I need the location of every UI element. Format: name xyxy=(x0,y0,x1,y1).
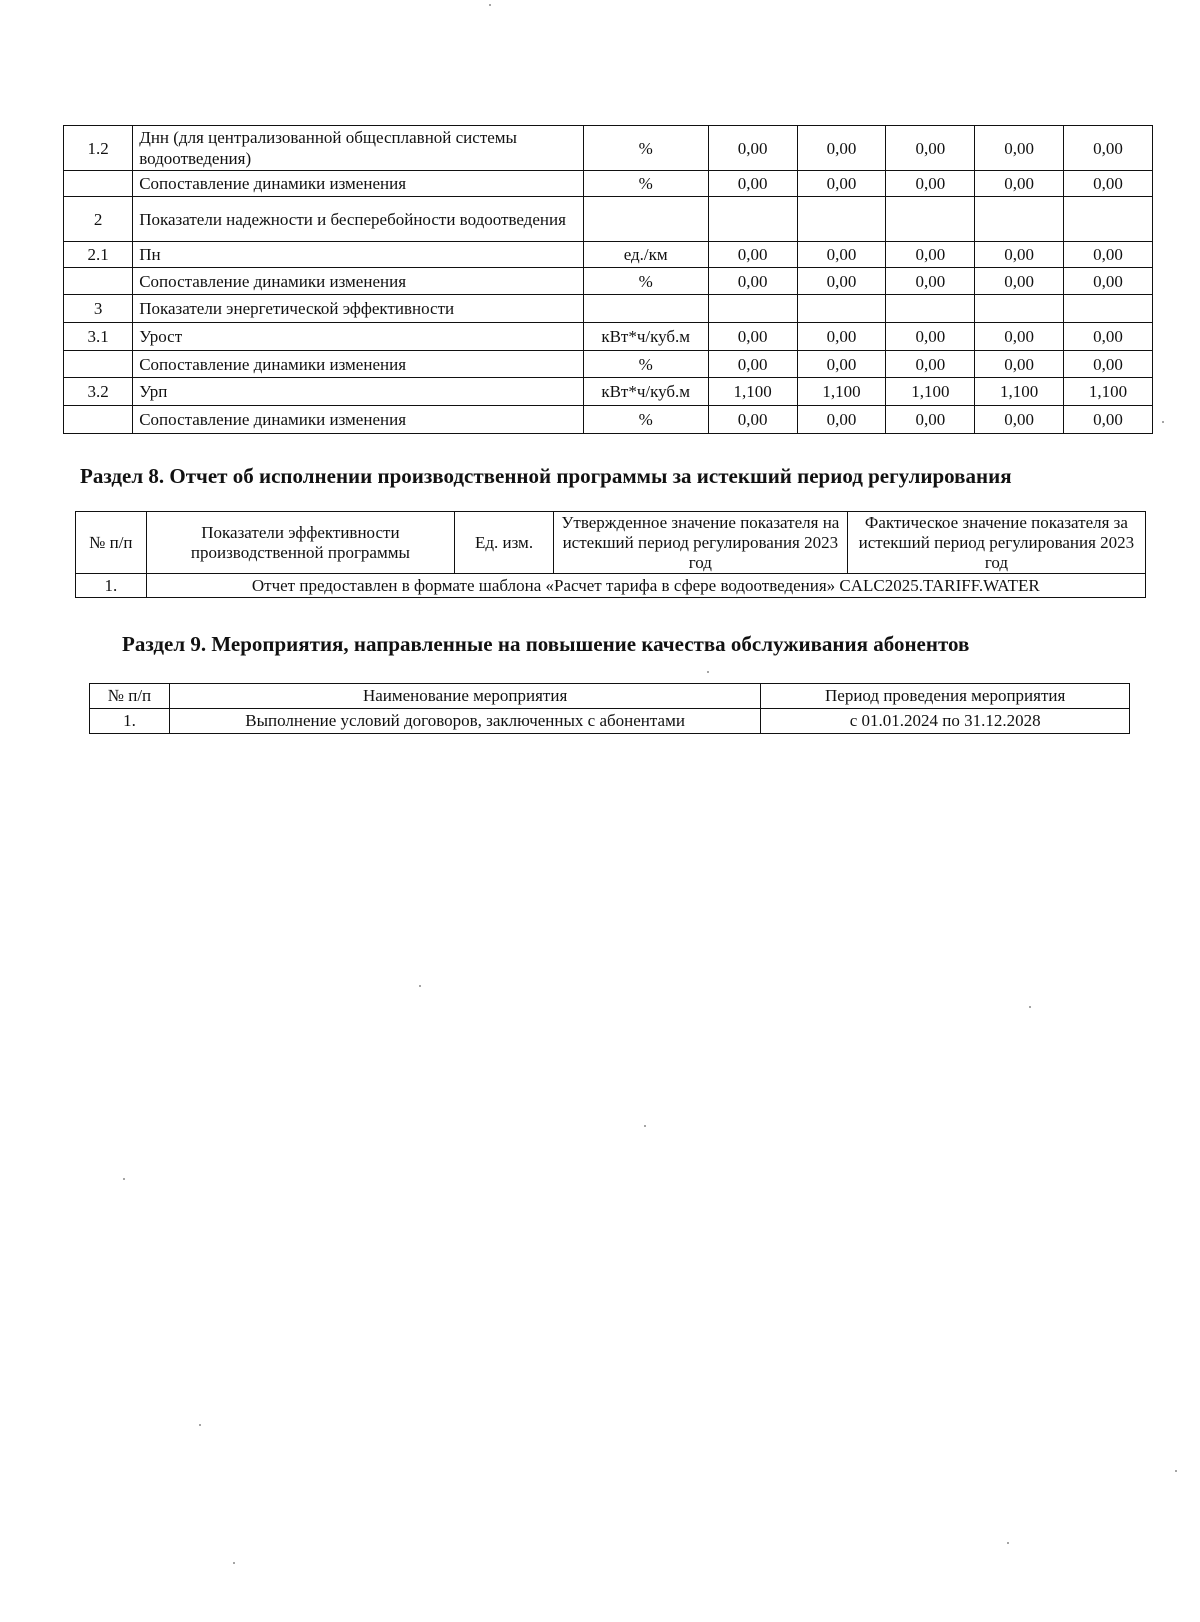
value-cell xyxy=(797,295,886,323)
scan-speck xyxy=(1029,1006,1031,1008)
value-cell: 0,00 xyxy=(886,171,975,197)
indicator-name: Днн (для централизованной общесплавной системы водоотведения) xyxy=(133,126,583,171)
value-cell: 0,00 xyxy=(1064,126,1153,171)
indicator-name: Сопоставление динамики изменения xyxy=(133,268,583,295)
table-row xyxy=(64,378,1153,406)
header-actual-value: Фактическое значение показателя за истекший период регулирования 2023 год xyxy=(847,512,1145,574)
indicator-name: Сопоставление динамики изменения xyxy=(133,171,583,197)
value-cell: 0,00 xyxy=(1064,268,1153,295)
table-row xyxy=(64,406,1153,434)
value-cell xyxy=(1064,295,1153,323)
row-num: 3.2 xyxy=(64,378,133,406)
value-cell xyxy=(886,295,975,323)
value-cell: 0,00 xyxy=(886,242,975,268)
row-num xyxy=(64,171,133,197)
indicators-table-body xyxy=(64,126,1153,434)
table-header-row xyxy=(76,512,1146,574)
section-8-table xyxy=(75,511,1146,598)
value-cell: 0,00 xyxy=(797,268,886,295)
value-cell: 1,100 xyxy=(886,378,975,406)
section-9-table xyxy=(89,683,1130,734)
indicator-name: Показатели надежности и бесперебойности водоотведения xyxy=(133,197,583,242)
header-period: Период проведения мероприятия xyxy=(761,684,1130,709)
scan-speck xyxy=(1162,421,1164,423)
scan-speck xyxy=(489,4,491,6)
value-cell xyxy=(708,197,797,242)
unit-cell: кВт*ч/куб.м xyxy=(583,378,708,406)
value-cell: 0,00 xyxy=(886,268,975,295)
value-cell: 0,00 xyxy=(886,323,975,351)
value-cell: 1,100 xyxy=(1064,378,1153,406)
value-cell xyxy=(797,197,886,242)
value-cell: 0,00 xyxy=(975,268,1064,295)
table-row xyxy=(64,268,1153,295)
value-cell: 0,00 xyxy=(975,351,1064,378)
unit-cell: % xyxy=(583,268,708,295)
value-cell: 0,00 xyxy=(975,242,1064,268)
row-num xyxy=(64,351,133,378)
value-cell: 0,00 xyxy=(975,126,1064,171)
scan-speck xyxy=(1007,1542,1009,1544)
value-cell: 0,00 xyxy=(1064,171,1153,197)
unit-cell xyxy=(583,197,708,242)
scan-speck xyxy=(707,671,709,673)
table-row xyxy=(90,709,1130,734)
table-row xyxy=(64,242,1153,268)
table-row xyxy=(64,197,1153,242)
value-cell: 0,00 xyxy=(797,406,886,434)
scan-speck xyxy=(419,985,421,987)
row-num: 1.2 xyxy=(64,126,133,171)
value-cell: 0,00 xyxy=(708,126,797,171)
value-cell: 0,00 xyxy=(708,323,797,351)
report-note: Отчет предоставлен в формате шаблона «Расчет тарифа в сфере водоотведения» CALC2025.TARIFF.WATER xyxy=(146,574,1145,598)
measure-period: с 01.01.2024 по 31.12.2028 xyxy=(761,709,1130,734)
value-cell: 0,00 xyxy=(1064,406,1153,434)
value-cell xyxy=(708,295,797,323)
section-9-title: Раздел 9. Мероприятия, направленные на повышение качества обслуживания абонентов xyxy=(122,632,970,656)
unit-cell xyxy=(583,295,708,323)
value-cell: 0,00 xyxy=(797,351,886,378)
value-cell: 0,00 xyxy=(975,171,1064,197)
unit-cell: кВт*ч/куб.м xyxy=(583,323,708,351)
value-cell: 0,00 xyxy=(1064,242,1153,268)
table-header-row xyxy=(90,684,1130,709)
value-cell: 1,100 xyxy=(797,378,886,406)
row-num: 1. xyxy=(90,709,170,734)
value-cell: 0,00 xyxy=(708,406,797,434)
value-cell: 0,00 xyxy=(708,268,797,295)
unit-cell: % xyxy=(583,406,708,434)
value-cell: 1,100 xyxy=(975,378,1064,406)
scan-speck xyxy=(233,1562,235,1564)
value-cell: 0,00 xyxy=(886,406,975,434)
measure-name: Выполнение условий договоров, заключенных с абонентами xyxy=(169,709,760,734)
value-cell: 0,00 xyxy=(708,242,797,268)
value-cell: 0,00 xyxy=(797,242,886,268)
unit-cell: % xyxy=(583,171,708,197)
value-cell xyxy=(975,295,1064,323)
header-measure-name: Наименование мероприятия xyxy=(169,684,760,709)
value-cell: 0,00 xyxy=(975,406,1064,434)
indicator-name: Урп xyxy=(133,378,583,406)
unit-cell: % xyxy=(583,351,708,378)
row-num: 3.1 xyxy=(64,323,133,351)
indicator-name: Урост xyxy=(133,323,583,351)
unit-cell: ед./км xyxy=(583,242,708,268)
value-cell: 0,00 xyxy=(797,126,886,171)
row-num: 1. xyxy=(76,574,147,598)
scan-speck xyxy=(123,1178,125,1180)
indicators-table xyxy=(63,125,1153,434)
unit-cell: % xyxy=(583,126,708,171)
table-row xyxy=(64,323,1153,351)
value-cell xyxy=(1064,197,1153,242)
row-num: 3 xyxy=(64,295,133,323)
value-cell: 0,00 xyxy=(975,323,1064,351)
row-num xyxy=(64,406,133,434)
table-row xyxy=(64,295,1153,323)
row-num xyxy=(64,268,133,295)
value-cell: 0,00 xyxy=(797,323,886,351)
scan-speck xyxy=(199,1424,201,1426)
value-cell: 0,00 xyxy=(1064,323,1153,351)
table-row xyxy=(76,574,1146,598)
indicator-name: Показатели энергетической эффективности xyxy=(133,295,583,323)
table-row xyxy=(64,351,1153,378)
section-8-title: Раздел 8. Отчет об исполнении производственной программы за истекший период регулирования xyxy=(80,464,1012,488)
header-indicators: Показатели эффективности производственной программы xyxy=(146,512,455,574)
value-cell xyxy=(975,197,1064,242)
header-approved-value: Утвержденное значение показателя на истекший период регулирования 2023 год xyxy=(553,512,847,574)
value-cell: 0,00 xyxy=(886,351,975,378)
header-num: № п/п xyxy=(76,512,147,574)
header-unit: Ед. изм. xyxy=(455,512,554,574)
value-cell: 0,00 xyxy=(708,351,797,378)
header-num: № п/п xyxy=(90,684,170,709)
row-num: 2.1 xyxy=(64,242,133,268)
value-cell xyxy=(886,197,975,242)
value-cell: 0,00 xyxy=(886,126,975,171)
table-row xyxy=(64,126,1153,171)
indicator-name: Пн xyxy=(133,242,583,268)
indicator-name: Сопоставление динамики изменения xyxy=(133,351,583,378)
value-cell: 1,100 xyxy=(708,378,797,406)
table-row xyxy=(64,171,1153,197)
row-num: 2 xyxy=(64,197,133,242)
indicator-name: Сопоставление динамики изменения xyxy=(133,406,583,434)
value-cell: 0,00 xyxy=(708,171,797,197)
value-cell: 0,00 xyxy=(797,171,886,197)
scan-speck xyxy=(644,1125,646,1127)
value-cell: 0,00 xyxy=(1064,351,1153,378)
scan-speck xyxy=(1175,1470,1177,1472)
